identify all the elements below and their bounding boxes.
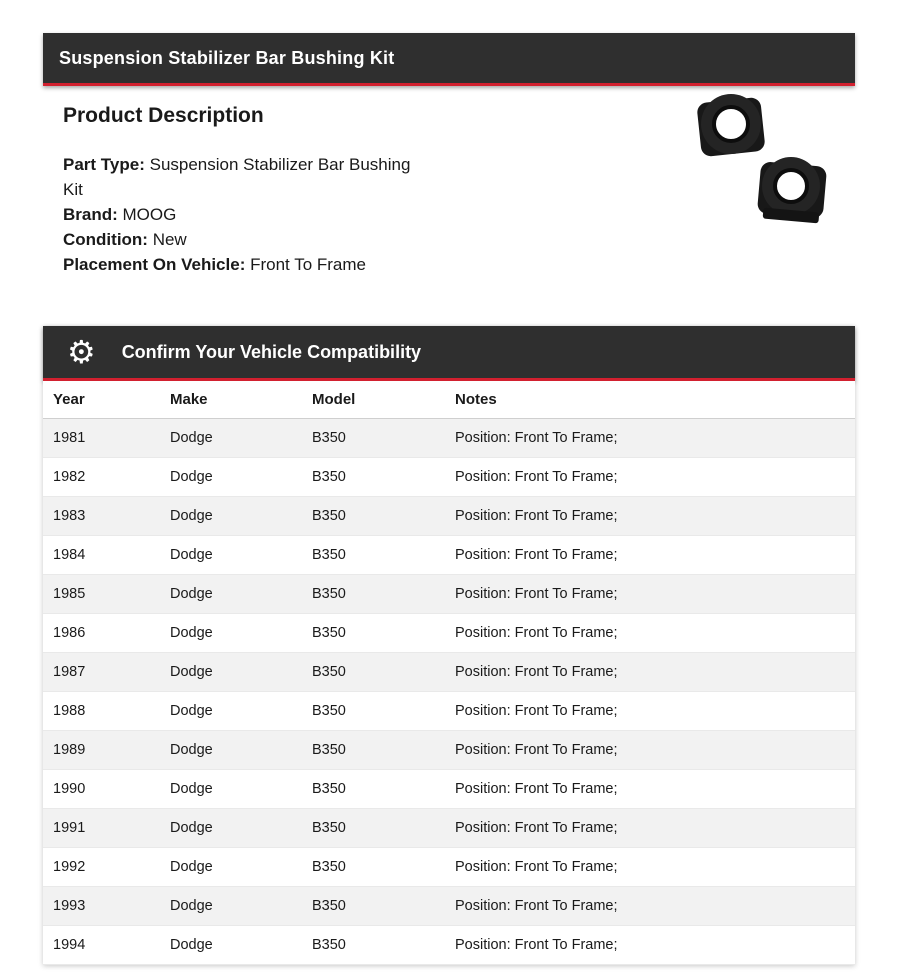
table-row bbox=[43, 926, 855, 965]
year-cell: 1992 bbox=[43, 848, 160, 887]
year-cell: 1987 bbox=[43, 653, 160, 692]
table-row bbox=[43, 458, 855, 497]
field-label: Brand: bbox=[63, 205, 118, 224]
notes-cell: Position: Front To Frame; bbox=[445, 926, 855, 965]
model-cell: B350 bbox=[302, 770, 445, 809]
make-cell: Dodge bbox=[160, 848, 302, 887]
make-cell: Dodge bbox=[160, 497, 302, 536]
notes-cell: Position: Front To Frame; bbox=[445, 692, 855, 731]
year-cell: 1988 bbox=[43, 692, 160, 731]
notes-cell: Position: Front To Frame; bbox=[445, 887, 855, 926]
year-cell: 1986 bbox=[43, 614, 160, 653]
notes-cell: Position: Front To Frame; bbox=[445, 809, 855, 848]
product-description-section bbox=[43, 86, 855, 298]
compatibility-table-body bbox=[43, 419, 855, 965]
notes-cell: Position: Front To Frame; bbox=[445, 731, 855, 770]
field-placement bbox=[63, 252, 423, 277]
model-cell: B350 bbox=[302, 458, 445, 497]
year-cell: 1983 bbox=[43, 497, 160, 536]
header-notes: Notes bbox=[445, 381, 855, 419]
year-cell: 1982 bbox=[43, 458, 160, 497]
notes-cell: Position: Front To Frame; bbox=[445, 497, 855, 536]
year-cell: 1989 bbox=[43, 731, 160, 770]
make-cell: Dodge bbox=[160, 614, 302, 653]
field-condition bbox=[63, 227, 423, 252]
model-cell: B350 bbox=[302, 731, 445, 770]
table-row bbox=[43, 536, 855, 575]
make-cell: Dodge bbox=[160, 692, 302, 731]
compatibility-table-head bbox=[43, 381, 855, 419]
make-cell: Dodge bbox=[160, 575, 302, 614]
field-value: Suspension Stabilizer Bar Bushing Kit bbox=[63, 155, 411, 199]
model-cell: B350 bbox=[302, 653, 445, 692]
table-row bbox=[43, 614, 855, 653]
product-title: Suspension Stabilizer Bar Bushing Kit bbox=[59, 47, 395, 68]
make-cell: Dodge bbox=[160, 419, 302, 458]
model-cell: B350 bbox=[302, 614, 445, 653]
gear-icon: ⚙ bbox=[67, 333, 96, 371]
bushing-2 bbox=[757, 157, 827, 223]
compatibility-table bbox=[43, 381, 855, 965]
field-value: Front To Frame bbox=[250, 255, 366, 274]
field-part-type bbox=[63, 152, 423, 202]
table-row bbox=[43, 848, 855, 887]
table-row bbox=[43, 887, 855, 926]
model-cell: B350 bbox=[302, 536, 445, 575]
table-row bbox=[43, 653, 855, 692]
product-title-bar bbox=[43, 33, 855, 86]
table-row bbox=[43, 809, 855, 848]
model-cell: B350 bbox=[302, 809, 445, 848]
make-cell: Dodge bbox=[160, 926, 302, 965]
product-photo bbox=[687, 86, 837, 231]
compatibility-title: Confirm Your Vehicle Compatibility bbox=[121, 341, 422, 362]
field-value: MOOG bbox=[122, 205, 177, 224]
compatibility-section bbox=[43, 326, 855, 965]
field-label: Part Type: bbox=[63, 155, 145, 174]
year-cell: 1990 bbox=[43, 770, 160, 809]
make-cell: Dodge bbox=[160, 809, 302, 848]
field-brand bbox=[63, 202, 423, 227]
description-heading: Product Description bbox=[63, 104, 264, 127]
table-row bbox=[43, 575, 855, 614]
table-row bbox=[43, 419, 855, 458]
product-fields bbox=[63, 152, 423, 277]
model-cell: B350 bbox=[302, 692, 445, 731]
header-row bbox=[43, 381, 855, 419]
model-cell: B350 bbox=[302, 887, 445, 926]
model-cell: B350 bbox=[302, 419, 445, 458]
notes-cell: Position: Front To Frame; bbox=[445, 419, 855, 458]
model-cell: B350 bbox=[302, 926, 445, 965]
make-cell: Dodge bbox=[160, 887, 302, 926]
table-row bbox=[43, 731, 855, 770]
model-cell: B350 bbox=[302, 497, 445, 536]
table-row bbox=[43, 770, 855, 809]
notes-cell: Position: Front To Frame; bbox=[445, 536, 855, 575]
model-cell: B350 bbox=[302, 848, 445, 887]
header-make: Make bbox=[160, 381, 302, 419]
year-cell: 1994 bbox=[43, 926, 160, 965]
year-cell: 1981 bbox=[43, 419, 160, 458]
make-cell: Dodge bbox=[160, 731, 302, 770]
notes-cell: Position: Front To Frame; bbox=[445, 770, 855, 809]
model-cell: B350 bbox=[302, 575, 445, 614]
make-cell: Dodge bbox=[160, 770, 302, 809]
bushing-kit-image bbox=[687, 86, 837, 231]
table-row bbox=[43, 497, 855, 536]
header-model: Model bbox=[302, 381, 445, 419]
header-year: Year bbox=[43, 381, 160, 419]
year-cell: 1991 bbox=[43, 809, 160, 848]
bushing-1 bbox=[696, 94, 765, 157]
make-cell: Dodge bbox=[160, 653, 302, 692]
notes-cell: Position: Front To Frame; bbox=[445, 653, 855, 692]
year-cell: 1993 bbox=[43, 887, 160, 926]
make-cell: Dodge bbox=[160, 536, 302, 575]
year-cell: 1985 bbox=[43, 575, 160, 614]
notes-cell: Position: Front To Frame; bbox=[445, 458, 855, 497]
notes-cell: Position: Front To Frame; bbox=[445, 575, 855, 614]
field-value: New bbox=[152, 230, 187, 249]
table-row bbox=[43, 692, 855, 731]
field-label: Placement On Vehicle: bbox=[63, 255, 246, 274]
make-cell: Dodge bbox=[160, 458, 302, 497]
notes-cell: Position: Front To Frame; bbox=[445, 614, 855, 653]
compatibility-header-bar bbox=[43, 326, 855, 381]
year-cell: 1984 bbox=[43, 536, 160, 575]
notes-cell: Position: Front To Frame; bbox=[445, 848, 855, 887]
field-label: Condition: bbox=[63, 230, 148, 249]
